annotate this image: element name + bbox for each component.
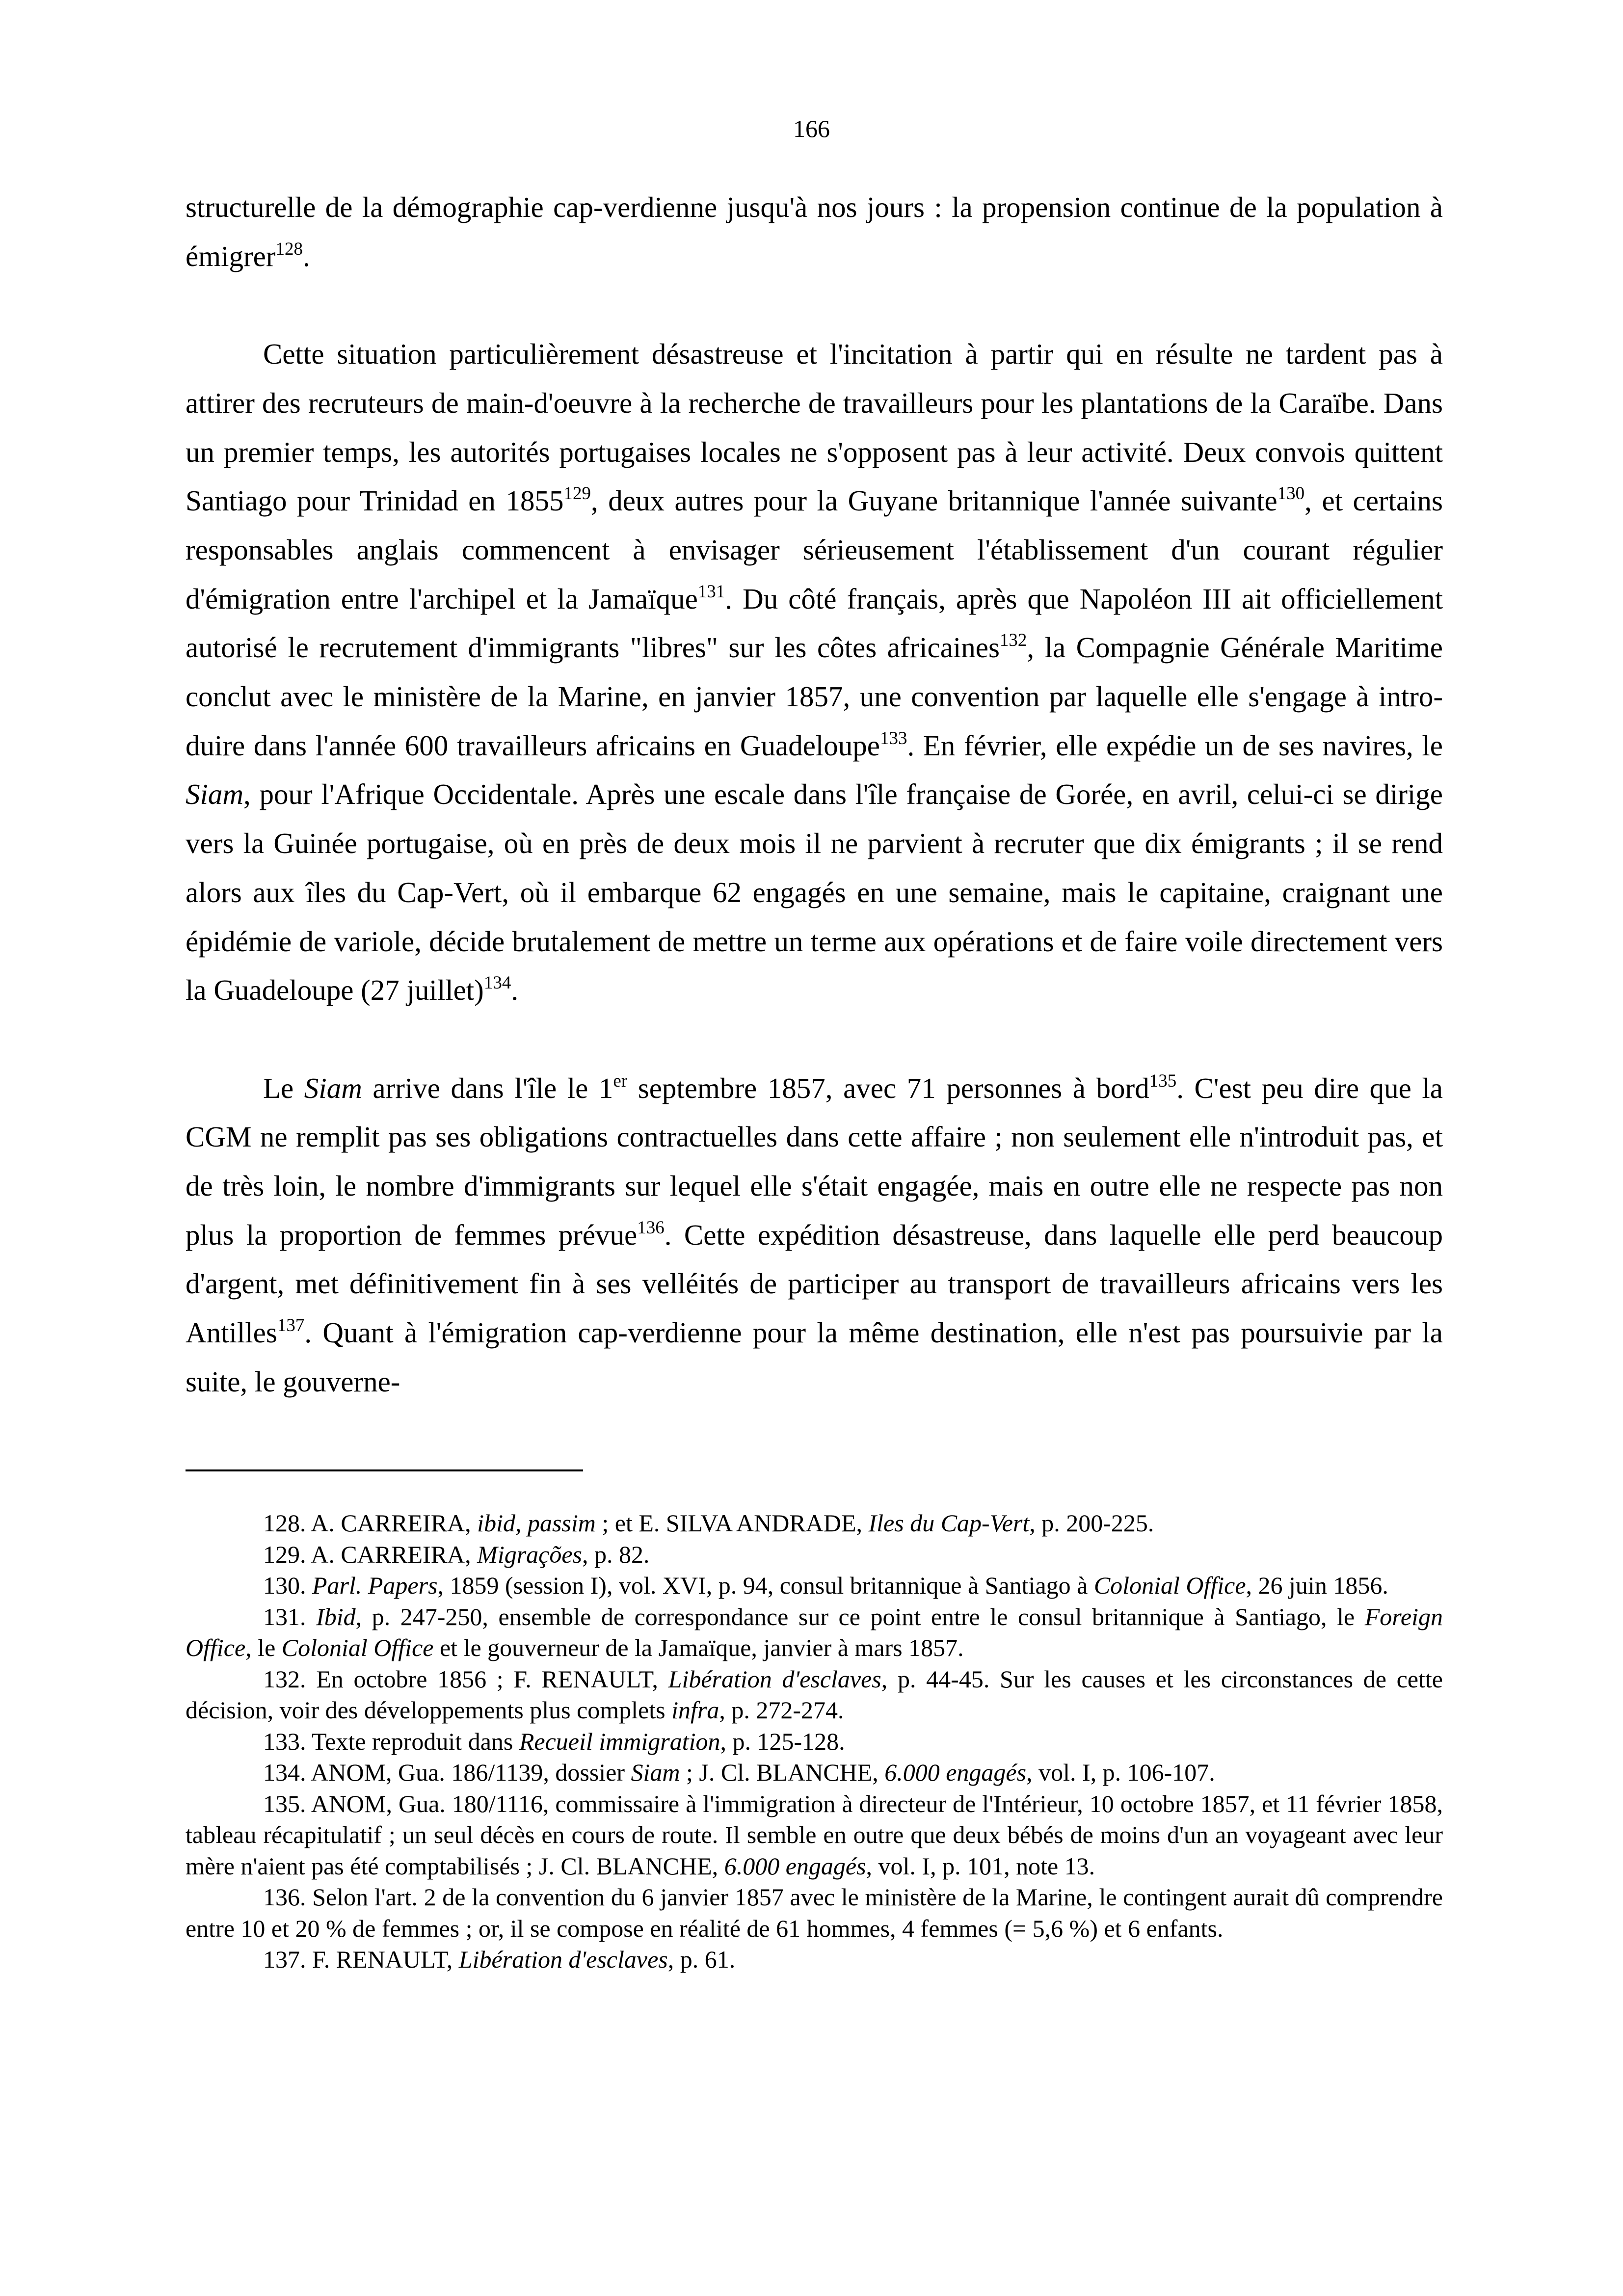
text-run: . Du côté français, après que Napoléon III ait officiellement autorisé le recrutement d'immigrants "libres" sur les côtes africaines [186, 582, 1443, 664]
italic-text: Siam [631, 1759, 680, 1786]
paragraph [186, 330, 1443, 1015]
italic-text: Colonial Office [1093, 1572, 1246, 1599]
text-run: . [302, 240, 310, 272]
italic-text: Ibid [316, 1602, 356, 1630]
footnote [186, 1882, 1443, 1944]
italic-text: Recueil immigration [519, 1727, 720, 1755]
italic-text: Siam [186, 778, 243, 811]
italic-text: Libération d'esclaves [668, 1665, 881, 1693]
text-run: , vol. I, p. 106-107. [1026, 1759, 1215, 1786]
italic-text: Libération d'esclaves [458, 1946, 668, 1973]
note-reference: 134 [483, 973, 511, 993]
text-run: arrive dans l'île le 1 [362, 1071, 613, 1104]
footnote-separator [186, 1469, 583, 1471]
paragraph-gap [186, 281, 1443, 330]
text-run: ; et E. SILVA ANDRADE, [595, 1509, 869, 1537]
footnote [186, 1944, 1443, 1976]
text-run: 137. F. RENAULT, [263, 1946, 459, 1973]
text-run: , 1859 (session I), vol. XVI, p. 94, consul britannique à Santiago à [437, 1572, 1094, 1599]
footnote [186, 1508, 1443, 1539]
italic-text: Parl. Papers [312, 1572, 438, 1599]
text-run: septembre 1857, avec 71 personnes à bord [627, 1071, 1149, 1104]
note-reference: 135 [1149, 1070, 1177, 1091]
paragraph [186, 183, 1443, 281]
note-reference: 133 [879, 728, 907, 748]
note-reference: 136 [637, 1217, 665, 1238]
italic-text: Colonial Office [281, 1634, 434, 1661]
footnote [186, 1570, 1443, 1602]
note-reference: 130 [1277, 483, 1305, 504]
text-run: 129. A. CARREIRA, [263, 1540, 478, 1568]
paragraph-gap [186, 1015, 1443, 1064]
text-run: , p. 272-274. [719, 1696, 844, 1724]
text-run: 134. ANOM, Gua. 186/1139, dossier [263, 1759, 631, 1786]
text-run: ; J. Cl. BLANCHE, [680, 1759, 885, 1786]
text-run: , 26 juin 1856. [1246, 1572, 1388, 1599]
text-run: 128. A. CARREIRA, [263, 1509, 478, 1537]
page-number: 166 [793, 115, 830, 142]
text-run: , p. 125-128. [720, 1727, 845, 1755]
italic-text: Siam [304, 1071, 362, 1104]
text-run: , p. 200-225. [1029, 1509, 1154, 1537]
text-run: . C'est peu dire que la CGM ne remplit pas ses obligations contractuelles dans cette affaire ; non seulement elle n'introduit pas, et de très loin, le nombre d'immigrants sur lequel elle s'était engagée, mais en outre elle ne respecte pas non plus la proportion de femmes prévue [186, 1071, 1443, 1251]
text-run: . Quant à l'émigration cap-verdienne pour la même destination, elle n'est pas poursuivie par la suite, le gouverne- [186, 1316, 1443, 1398]
italic-text: Migrações [477, 1540, 583, 1568]
text-run: 136. Selon l'art. 2 de la convention du 6 janvier 1857 avec le ministère de la Marine, le contingent aurait dû comprendre entre 10 et 20 % de femmes ; or, il se compose en réalité de 61 hommes, 4 femmes (= 5,6 %) et 6 enfants. [186, 1883, 1443, 1942]
text-run: , la Compagnie Générale Maritime conclut avec le ministère de la Marine, en janvier 1857, une convention par laquelle elle s'engage à introduire dans l'année 600 travailleurs africains en Guadeloupe [186, 631, 1443, 762]
text-run: 130. [263, 1572, 312, 1599]
text-run: . En février, elle expédie un de ses navires, le [907, 729, 1443, 762]
footnote [186, 1757, 1443, 1789]
note-reference: 129 [563, 483, 591, 504]
text-run: , deux autres pour la Guyane britannique l'année suivante [590, 484, 1277, 517]
italic-text: ibid, passim [477, 1509, 596, 1537]
text-run: et le gouverneur de la Jamaïque, janvier à mars 1857. [433, 1634, 964, 1661]
footnote [186, 1602, 1443, 1664]
text-run: , p. 61. [667, 1946, 736, 1973]
text-run: Le [263, 1071, 304, 1104]
note-reference: 128 [275, 239, 303, 259]
footnote [186, 1789, 1443, 1882]
note-reference: 131 [697, 581, 725, 602]
footnotes [186, 1508, 1443, 1976]
text-run: , p. 82. [582, 1540, 650, 1568]
text-run: 132. En octobre 1856 ; F. RENAULT, [263, 1665, 668, 1693]
italic-text: infra [671, 1696, 719, 1724]
main-text [186, 183, 1443, 1407]
note-reference: 132 [999, 630, 1027, 651]
text-run: , pour l'Afrique Occidentale. Après une escale dans l'île française de Gorée, en avril, celui-ci se dirige vers la Guinée portugaise, où en près de deux mois il ne parvient à recruter que dix émigrants ; il se rend alors aux îles du Cap-Vert, où il embarque 62 engagés en une semaine, mais le capitaine, craignant une épidémie de variole, décide brutalement de mettre un terme aux opérations et de faire voile directement vers la Guadeloupe (27 juillet) [186, 778, 1443, 1007]
text-run: , et certains responsables anglais commencent à envisager sérieusement l'établissement d'un courant régulier d'émigration entre l'archipel et la Jamaïque [186, 484, 1443, 615]
text-run: 131. [263, 1602, 317, 1630]
text-run: . Cette expédition désastreuse, dans laquelle elle perd beaucoup d'argent, met définitivement fin à ses velléités de participer au transport de travailleurs africains vers les Antilles [186, 1218, 1443, 1349]
italic-text: 6.000 engagés [724, 1852, 866, 1880]
note-reference: 137 [277, 1315, 305, 1336]
text-run: , p. 44-45. Sur les causes et les circonstances de cette décision, voir des développements plus complets [186, 1665, 1443, 1724]
text-run: 133. Texte reproduit dans [263, 1727, 519, 1755]
text-run: 135. ANOM, Gua. 180/1116, commissaire à l'immigration à directeur de l'Intérieur, 10 octobre 1857, et 11 février 1858, tableau récapitulatif ; un seul décès en cours de route. Il semble en outre que deux bébés de moins d'un an voyageant avec leur mère n'aient pas été comptabilisés ; J. Cl. BLANCHE, [186, 1789, 1443, 1880]
footnote [186, 1726, 1443, 1758]
text-run: Cette situation particulièrement désastreuse et l'incitation à partir qui en résulte ne tardent pas à attirer des recruteurs de main-d'oeuvre à la recherche de travailleurs pour les plantations de la Caraïbe. Dans un premier temps, les autorités portugaises locales ne s'opposent pas à leur activité. Deux convois quittent Santiago pour Trinidad en 1855 [186, 338, 1443, 517]
text-run: , le [245, 1634, 282, 1661]
text-run: . [511, 974, 519, 1007]
text-run: , vol. I, p. 101, note 13. [866, 1852, 1095, 1880]
text-run: , p. 247-250, ensemble de correspondance sur ce point entre le consul britannique à Santiago, le [355, 1602, 1365, 1630]
note-reference: er [613, 1070, 628, 1091]
paragraph [186, 1064, 1443, 1407]
italic-text: Foreign Office [186, 1602, 1443, 1661]
italic-text: 6.000 engagés [884, 1759, 1027, 1786]
italic-text: Iles du Cap-Vert [868, 1509, 1030, 1537]
footnote [186, 1664, 1443, 1726]
footnote [186, 1539, 1443, 1571]
text-run: structurelle de la démographie cap-verdienne jusqu'à nos jours : la propension continue de la population à émigrer [186, 191, 1443, 272]
